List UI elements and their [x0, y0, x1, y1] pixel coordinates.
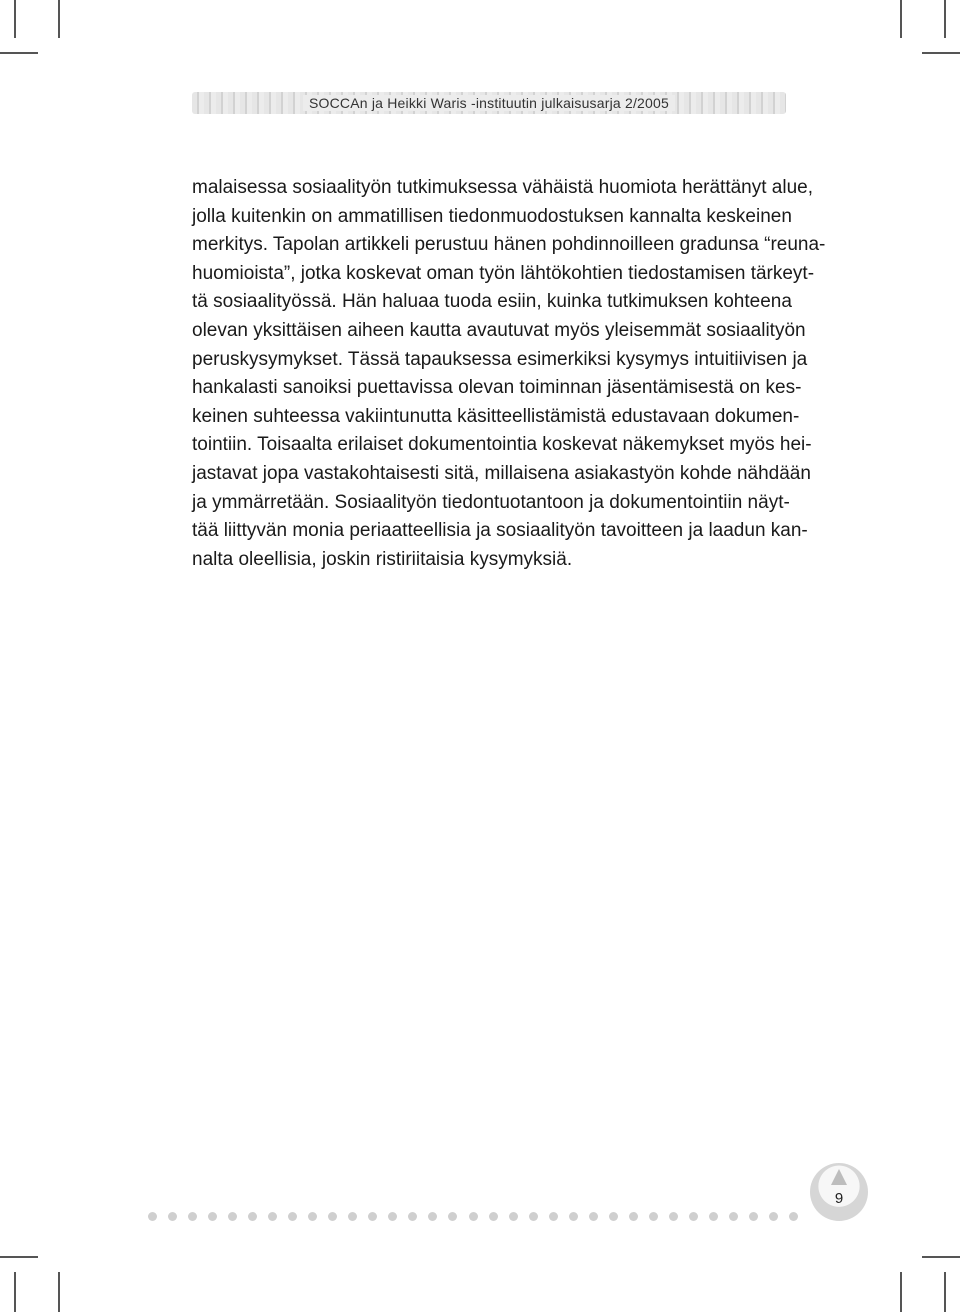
- crop-mark-top-left-horizontal: [0, 52, 38, 54]
- body-line: olevan yksittäisen aiheen kautta avautuvat myös yleisemmät sosiaalityön: [192, 319, 806, 341]
- body-line: jolla kuitenkin on ammatillisen tiedonmuodostuksen kannalta keskeinen: [192, 205, 792, 227]
- crop-mark-bottom-left-vertical: [14, 1272, 16, 1312]
- footer-dot: [789, 1212, 798, 1221]
- footer-dot: [428, 1212, 437, 1221]
- footer-dot: [609, 1212, 618, 1221]
- footer-dot: [208, 1212, 217, 1221]
- footer-dot: [228, 1212, 237, 1221]
- footer-dot: [569, 1212, 578, 1221]
- page-number: 9: [834, 1190, 844, 1207]
- running-header: [192, 92, 786, 114]
- footer-dot: [248, 1212, 257, 1221]
- triangle-icon: [831, 1169, 847, 1185]
- running-header-title: SOCCAn ja Heikki Waris -instituutin julkaisusarja 2/2005: [303, 95, 675, 111]
- body-line: tointiin. Toisaalta erilaiset dokumentointia koskevat näkemykset myös hei-: [192, 434, 812, 456]
- footer-dot: [689, 1212, 698, 1221]
- footer-dot: [308, 1212, 317, 1221]
- footer-dot: [469, 1212, 478, 1221]
- crop-mark-bottom-left-horizontal: [0, 1256, 38, 1258]
- footer-dot: [709, 1212, 718, 1221]
- body-line: huomioista”, jotka koskevat oman työn lähtökohtien tiedostamisen tärkeyt-: [192, 262, 815, 284]
- footer-dot: [268, 1212, 277, 1221]
- body-line: nalta oleellisia, joskin ristiriitaisia kysymyksiä.: [192, 548, 573, 570]
- body-line: keinen suhteessa vakiintunutta käsitteellistämistä edustavaan dokumen-: [192, 405, 800, 427]
- crop-mark-bottom-left-vertical-2: [58, 1272, 60, 1312]
- page-number-badge: [810, 1163, 868, 1221]
- footer-dot: [188, 1212, 197, 1221]
- footer-dot: [368, 1212, 377, 1221]
- footer-dot: [168, 1212, 177, 1221]
- body-line: malaisessa sosiaalityön tutkimuksessa vähäistä huomiota herättänyt alue,: [192, 177, 813, 198]
- footer-dot: [649, 1212, 658, 1221]
- footer-dot: [348, 1212, 357, 1221]
- body-paragraph: [192, 174, 826, 574]
- footer-dot: [749, 1212, 758, 1221]
- footer-dot: [328, 1212, 337, 1221]
- body-line: hankalasti sanoiksi puettavissa olevan toiminnan jäsentämisestä on kes-: [192, 377, 802, 399]
- crop-mark-top-right-vertical: [900, 0, 902, 38]
- footer-dot: [549, 1212, 558, 1221]
- body-line: tää liittyvän monia periaatteellisia ja sosiaalityön tavoitteen ja laadun kan-: [192, 520, 808, 542]
- footer-dot: [148, 1212, 157, 1221]
- footer-dot: [288, 1212, 297, 1221]
- crop-mark-top-left-vertical-2: [58, 0, 60, 38]
- body-line: ja ymmärretään. Sosiaalityön tiedontuotantoon ja dokumentointiin näyt-: [192, 491, 790, 513]
- footer-dot: [388, 1212, 397, 1221]
- footer-dot: [589, 1212, 598, 1221]
- body-line: jastavat jopa vastakohtaisesti sitä, millaisena asiakastyön kohde nähdään: [192, 462, 811, 484]
- footer-dot: [408, 1212, 417, 1221]
- footer-dot: [669, 1212, 678, 1221]
- footer-dot-rule: [148, 1210, 798, 1222]
- footer-dot: [489, 1212, 498, 1221]
- footer-dot: [529, 1212, 538, 1221]
- crop-mark-bottom-right-horizontal: [922, 1256, 960, 1258]
- footer-dot: [448, 1212, 457, 1221]
- footer-dot: [629, 1212, 638, 1221]
- crop-mark-bottom-right-vertical-2: [944, 1272, 946, 1312]
- body-line: tä sosiaalityössä. Hän haluaa tuoda esiin, kuinka tutkimuksen kohteena: [192, 291, 792, 313]
- footer-dot: [509, 1212, 518, 1221]
- body-line: merkitys. Tapolan artikkeli perustuu hänen pohdinnoilleen gradunsa “reuna-: [192, 234, 826, 256]
- crop-mark-top-right-vertical-2: [944, 0, 946, 38]
- footer-dot: [769, 1212, 778, 1221]
- footer-dot: [729, 1212, 738, 1221]
- crop-mark-bottom-right-vertical: [900, 1272, 902, 1312]
- crop-mark-top-right-horizontal: [922, 52, 960, 54]
- body-line: peruskysymykset. Tässä tapauksessa esimerkiksi kysymys intuitiivisen ja: [192, 348, 808, 370]
- crop-mark-top-left-vertical: [14, 0, 16, 38]
